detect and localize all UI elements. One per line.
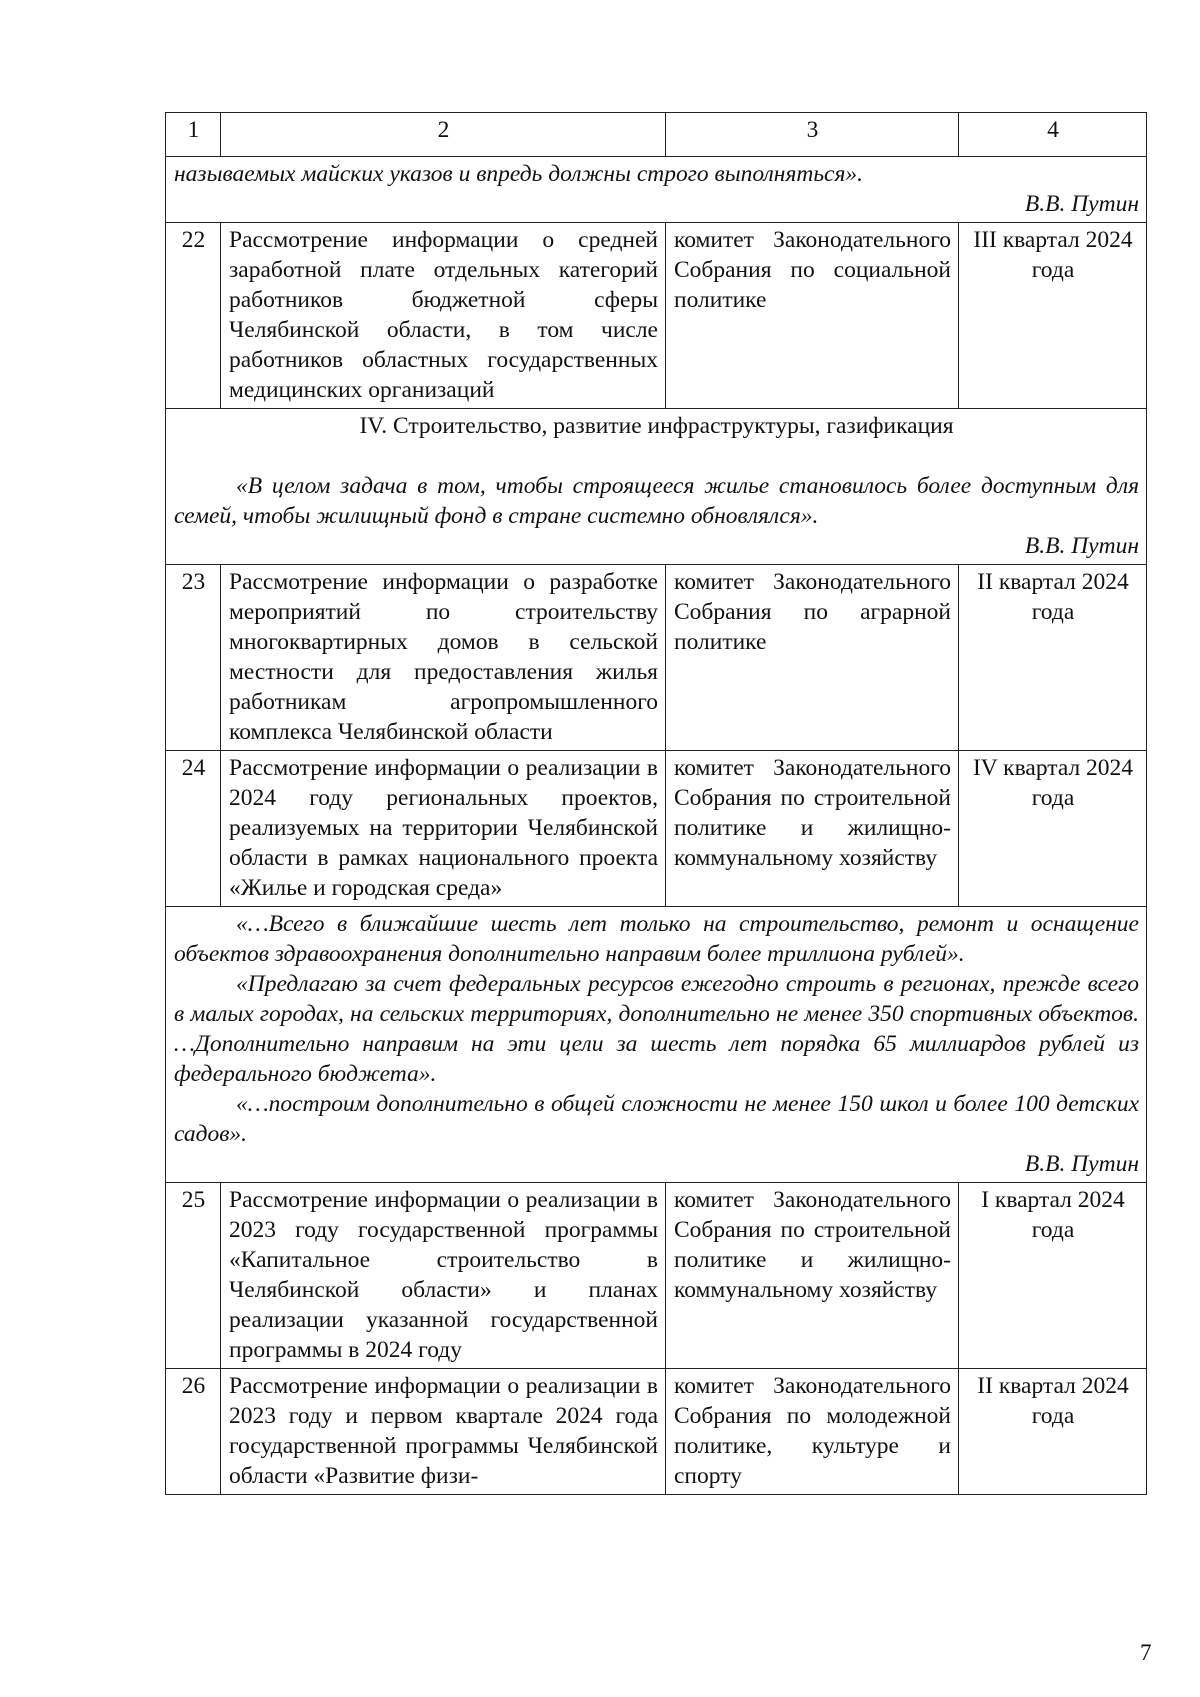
table-row: [166, 223, 1147, 409]
quote-row-top: [166, 157, 1147, 223]
table-row: [166, 1183, 1147, 1369]
quote-cell: [166, 907, 1147, 1183]
quote-text: «…Всего в ближайшие шесть лет только на строительство, ремонт и оснащение объектов здравоохранения дополнительно направим более триллиона рублей».: [174, 911, 1139, 967]
row-responsible: комитет Законодательного Собрания по молодежной политике, культуре и спорту: [666, 1369, 959, 1495]
row-event: Рассмотрение информации о реализации в 2023 году и первом квартале 2024 года государственной программы Челябинской области «Развитие физи-: [221, 1369, 666, 1495]
row-responsible: комитет Законодательного Собрания по строительной политике и жилищно-коммунальному хозяйству: [666, 1183, 959, 1369]
table-row: [166, 565, 1147, 751]
quote-author: В.В. Путин: [1024, 191, 1139, 217]
row-responsible: комитет Законодательного Собрания по социальной политике: [666, 223, 959, 409]
quote-cell-top: [166, 157, 1147, 223]
quote-text: «Предлагаю за счет федеральных ресурсов ежегодно строить в регионах, прежде всего в малых городах, на сельских территориях, дополнительно не менее 350 спортивных объектов. …Дополнительно направим на эти цели за шесть лет порядка 65 миллиардов рублей из федерального бюджета».: [174, 971, 1139, 1087]
header-col-4: 4: [959, 113, 1147, 157]
row-number: 25: [166, 1183, 221, 1369]
row-term: III квартал 2024 года: [959, 223, 1147, 409]
quote-author: В.В. Путин: [1024, 1151, 1139, 1177]
quote-text: «…построим дополнительно в общей сложности не менее 150 школ и более 100 детских садов».: [174, 1091, 1139, 1147]
quote-text: «В целом задача в том, чтобы строящееся жилье становилось более доступным для семей, чтобы жилищный фонд в стране системно обновлялся».: [174, 473, 1139, 529]
row-responsible: комитет Законодательного Собрания по строительной политике и жилищно-коммунальному хозяйству: [666, 751, 959, 907]
header-col-2: 2: [221, 113, 666, 157]
row-term: II квартал 2024 года: [959, 1369, 1147, 1495]
header-col-1: 1: [166, 113, 221, 157]
section-cell: [166, 409, 1147, 565]
header-row: [166, 113, 1147, 157]
row-number: 26: [166, 1369, 221, 1495]
row-event: Рассмотрение информации о разработке мероприятий по строительству многоквартирных домов в сельской местности для предоставления жилья работникам агропромышленного комплекса Челябинской области: [221, 565, 666, 751]
quote-author: В.В. Путин: [1024, 533, 1139, 559]
section-row: [166, 409, 1147, 565]
section-title: IV. Строительство, развитие инфраструктуры, газификация: [359, 413, 954, 439]
row-term: I квартал 2024 года: [959, 1183, 1147, 1369]
row-event: Рассмотрение информации о реализации в 2024 году региональных проектов, реализуемых на территории Челябинской области в рамках национального проекта «Жилье и городская среда»: [221, 751, 666, 907]
row-event: Рассмотрение информации о средней заработной плате отдельных категорий работников бюджетной сферы Челябинской области, в том числе работников областных государственных медицинских организаций: [221, 223, 666, 409]
plan-table: [165, 112, 1147, 1495]
row-responsible: комитет Законодательного Собрания по аграрной политике: [666, 565, 959, 751]
row-number: 23: [166, 565, 221, 751]
quote-row: [166, 907, 1147, 1183]
row-number: 22: [166, 223, 221, 409]
table-row: [166, 751, 1147, 907]
quote-text: называемых майских указов и впредь должны строго выполняться».: [174, 161, 864, 187]
page-number: 7: [1140, 1640, 1152, 1665]
row-term: IV квартал 2024 года: [959, 751, 1147, 907]
row-event: Рассмотрение информации о реализации в 2023 году государственной программы «Капитальное строительство в Челябинской области» и планах реализации указанной государственной программы в 2024 году: [221, 1183, 666, 1369]
row-term: II квартал 2024 года: [959, 565, 1147, 751]
table-row: [166, 1369, 1147, 1495]
row-number: 24: [166, 751, 221, 907]
header-col-3: 3: [666, 113, 959, 157]
